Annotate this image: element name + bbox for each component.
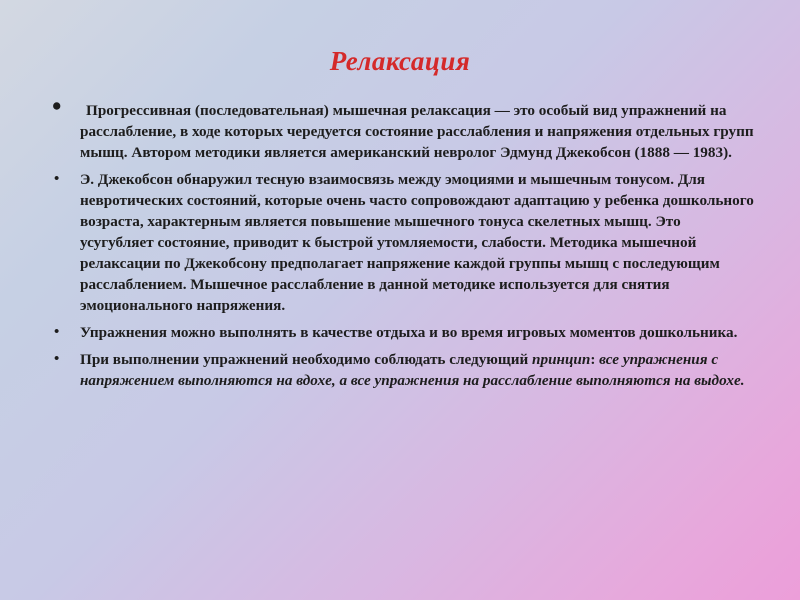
bullet-text-1: Прогрессивная (последовательная) мышечная релаксация — это особый вид упражнений на расслабление, в ходе которых чередуется состояние расслабления и напряжения отдельных групп мышц. Автором методики является американский невролог Эдмунд Джекобсон (1888 — 1983).	[80, 102, 754, 161]
bullet-item-1	[52, 91, 754, 163]
bullet-list	[52, 91, 754, 397]
bullet-text-3: Упражнения можно выполнять в качестве отдыха и во время игровых моментов дошкольника.	[80, 324, 738, 341]
bullet-text-4-colon: :	[590, 351, 600, 368]
bullet-item-2	[54, 169, 754, 316]
bullet-text-4-rule: все упражнения с напряжением выполняются на вдохе, а все упражнения на расслабление выполняются на выдохе.	[80, 351, 745, 389]
bullet-item-4	[54, 349, 754, 391]
bullet-icon: •	[54, 324, 60, 340]
bullet-icon: •	[54, 351, 60, 367]
slide-title: Релаксация	[329, 46, 471, 76]
bullet-text-4-prefix: При выполнении упражнений необходимо соблюдать следующий	[80, 351, 533, 368]
bullet-icon: •	[52, 91, 62, 121]
bullet-icon: •	[54, 171, 60, 187]
bullet-text-4	[80, 351, 745, 389]
bullet-text-2: Э. Джекобсон обнаружил тесную взаимосвязь между эмоциями и мышечным тонусом. Для невротических состояний, которые очень часто сопровождают адаптацию у ребенка дошкольного возраста, характерным является повышение мышечного тонуса скелетных мышц. Это усугубляет состояние, приводит к быстрой утомляемости, слабости. Методика мышечной релаксации по Джекобсону предполагает напряжение каждой группы мышц с последующим расслаблением. Мышечное расслабление в данной методике используется для снятия эмоционального напряжения.	[80, 171, 754, 314]
bullet-text-4-principle: принцип	[532, 351, 591, 368]
bullet-item-3	[54, 322, 754, 343]
